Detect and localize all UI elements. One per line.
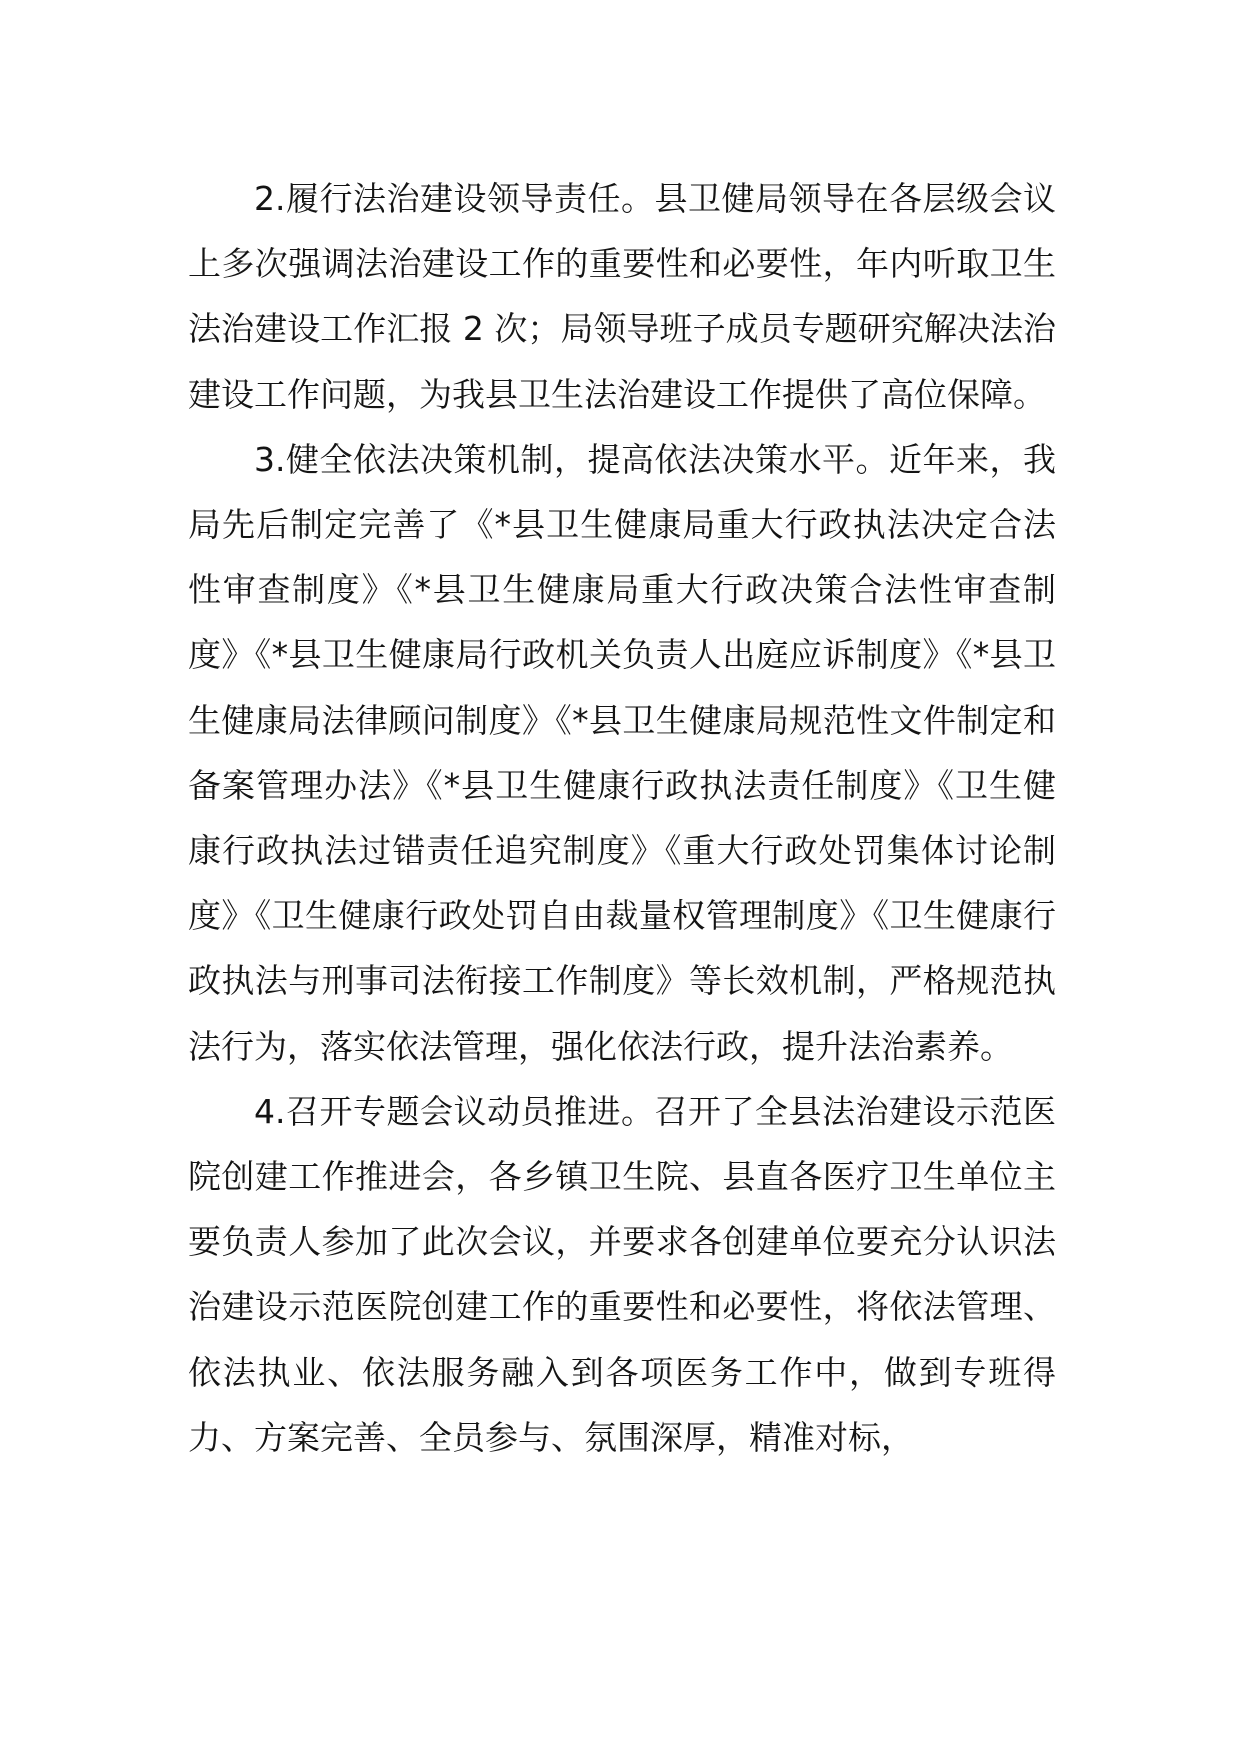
- paragraph-special-meeting: 4.召开专题会议动员推进。召开了全县法治建设示范医院创建工作推进会，各乡镇卫生院、县直各医疗卫生单位主要负责人参加了此次会议，并要求各创建单位要充分认识法治建设示范医院创建工作的重要性和必要性，将依法管理、依法执业、依法服务融入到各项医务工作中，做到专班得力、方案完善、全员参与、氛围深厚，精准对标，: [188, 1091, 1056, 1457]
- paragraph-leadership-responsibility: 2.履行法治建设领导责任。县卫健局领导在各层级会议上多次强调法治建设工作的重要性和必要性，年内听取卫生法治建设工作汇报 2 次；局领导班子成员专题研究解决法治建设工作问题，为我县卫生法治建设工作提供了高位保障。: [188, 179, 1056, 414]
- paragraph-decision-mechanism: 3.健全依法决策机制，提高依法决策水平。近年来，我局先后制定完善了《*县卫生健康局重大行政执法决定合法性审查制度》《*县卫生健康局重大行政决策合法性审查制度》《*县卫生健康局行政机关负责人出庭应诉制度》《*县卫生健康局法律顾问制度》《*县卫生健康局规范性文件制定和备案管理办法》《*县卫生健康行政执法责任制度》《卫生健康行政执法过错责任追究制度》《重大行政处罚集体讨论制度》《卫生健康行政处罚自由裁量权管理制度》《卫生健康行政执法与刑事司法衔接工作制度》等长效机制，严格规范执法行为，落实依法管理，强化依法行政，提升法治素养。: [188, 439, 1056, 1066]
- document-body: [188, 166, 1056, 1470]
